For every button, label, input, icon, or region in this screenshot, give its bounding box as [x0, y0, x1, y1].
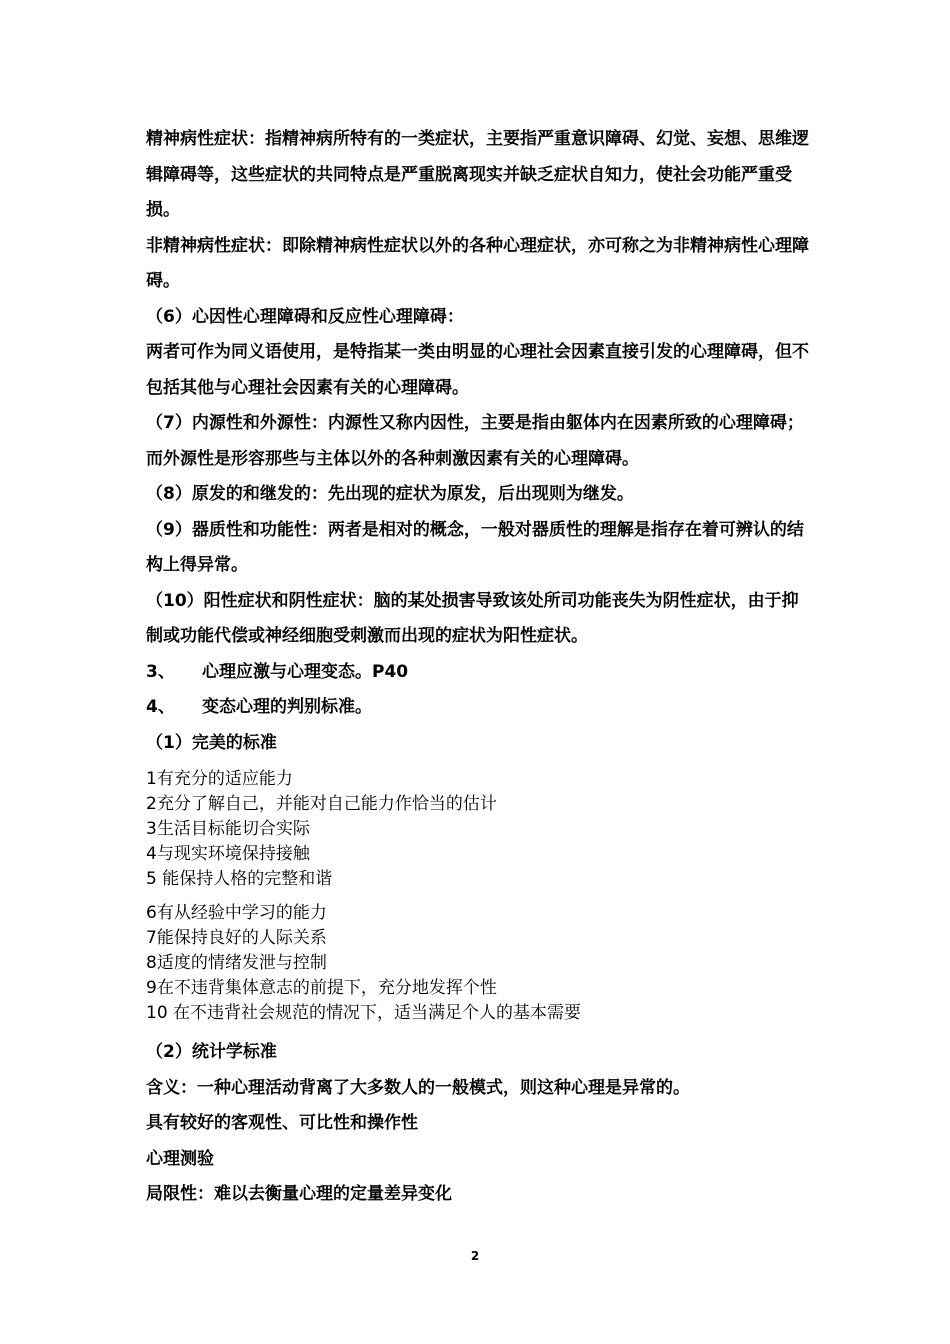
- section-3-number: 3、: [146, 661, 175, 682]
- statistical-section: [146, 1035, 814, 1213]
- item-9-paragraph: （9）器质性和功能性：两者是相对的概念，一般对器质性的理解是指存在着可辨认的结构上得异常。: [146, 519, 804, 575]
- paragraph-item-6-definition: 两者可作为同义语使用，是特指某一类由明显的心理社会因素直接引发的心理障碍，但不包括其他与心理社会因素有关的心理障碍。: [146, 342, 809, 398]
- section-3-heading: [146, 655, 814, 691]
- paragraph-non-psychotic-symptoms: 非精神病性症状：即除精神病性症状以外的各种心理症状，亦可称之为非精神病性心理障碍。: [146, 235, 809, 291]
- list-item: 3生活目标能切合实际: [146, 819, 310, 839]
- paragraph-psychotic-symptoms: 精神病性症状：指精神病所特有的一类症状，主要指严重意识障碍、幻觉、妄想、思维逻辑障碍等，这些症状的共同特点是严重脱离现实并缺乏症状自知力，使社会功能严重受损。: [146, 129, 809, 220]
- list-item: 10 在不违背社会规范的情况下，适当满足个人的基本需要: [146, 1003, 582, 1023]
- definition-line: 含义：一种心理活动背离了大多数人的一般模式，则这种心理是异常的。: [146, 1077, 690, 1098]
- section-3-title: 心理应激与心理变态。P40: [202, 661, 409, 682]
- page-content: [146, 122, 814, 1213]
- section-4-title: 变态心理的判别标准。: [202, 697, 372, 717]
- section-4-heading: [146, 690, 814, 726]
- item-7-paragraph: （7）内源性和外源性：内源性又称内因性，主要是指由躯体内在因素所致的心理障碍；而外源性是形容那些与主体以外的各种刺激因素有关的心理障碍。: [146, 413, 804, 469]
- list-item: 9在不违背集体意志的前提下，充分地发挥个性: [146, 978, 497, 998]
- list-item: 4与现实环境保持接触: [146, 844, 310, 864]
- limitations-line: 局限性：难以去衡量心理的定量差异变化: [146, 1184, 452, 1204]
- item-6-heading: （6）心因性心理障碍和反应性心理障碍：: [146, 306, 464, 327]
- criteria-list-2: [146, 901, 814, 1026]
- psych-test-line: 心理测验: [146, 1148, 214, 1169]
- list-item: 2充分了解自己，并能对自己能力作恰当的估计: [146, 794, 497, 814]
- item-8-paragraph: （8）原发的和继发的：先出现的症状为原发，后出现则为继发。: [146, 484, 634, 504]
- list-item: 5 能保持人格的完整和谐: [146, 869, 333, 889]
- section-4-number: 4、: [146, 697, 175, 717]
- criteria-list-1: [146, 767, 814, 892]
- list-item: 7能保持良好的人际关系: [146, 928, 327, 948]
- list-item: 1有充分的适应能力: [146, 769, 293, 789]
- item-10-paragraph: （10）阳性症状和阴性症状：脑的某处损害导致该处所司功能丧失为阴性症状，由于抑制或功能代偿或神经细胞受刺激而出现的症状为阳性症状。: [146, 590, 799, 646]
- list-item: 6有从经验中学习的能力: [146, 903, 327, 923]
- sub-2-heading: （2）统计学标准: [146, 1042, 277, 1062]
- list-item: 8适度的情绪发泄与控制: [146, 953, 327, 973]
- page-number: 2: [470, 1249, 480, 1263]
- sub-1-heading: （1）完美的标准: [146, 732, 277, 753]
- advantages-line: 具有较好的客观性、可比性和操作性: [146, 1113, 418, 1133]
